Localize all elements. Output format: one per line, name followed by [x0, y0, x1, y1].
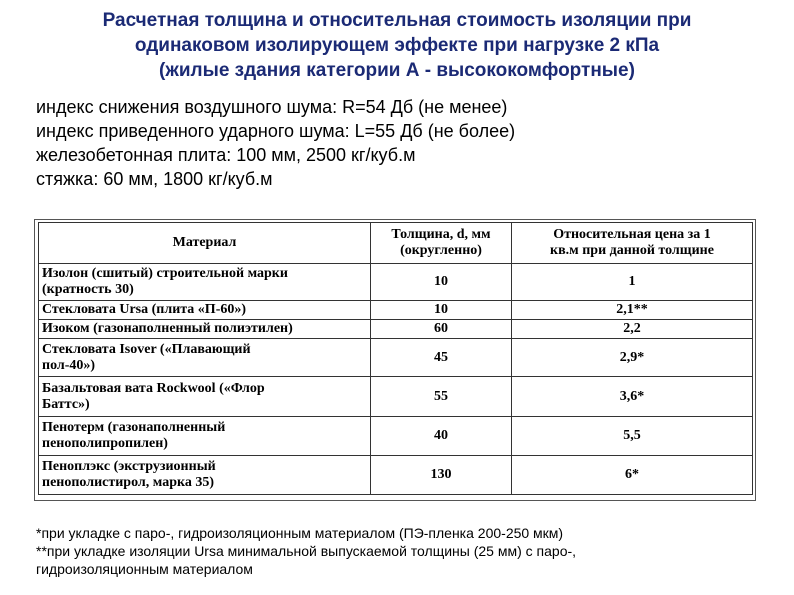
thickness-value: 40: [371, 417, 512, 456]
header-price-line-1: Относительная цена за 1: [553, 227, 711, 242]
table-row: [39, 339, 753, 377]
table-row: [39, 264, 753, 301]
price-value: 1: [512, 264, 753, 301]
table-row: [39, 377, 753, 417]
footnote-single-star: *при укладке с паро-, гидроизоляционным материалом (ПЭ-пленка 200-250 мкм): [36, 525, 564, 541]
footnote-double-star: **при укладке изоляции Ursa минимальной выпускаемой толщины (25 мм) с паро-,: [36, 543, 577, 559]
material-name-line-1: Стекловата Ursa (плита «П-60»): [42, 302, 247, 317]
table-row: [39, 417, 753, 456]
price-value: 3,6*: [512, 377, 753, 417]
header-price-line-2: кв.м при данной толщине: [550, 243, 714, 258]
material-name-line-1: Базальтовая вата Rockwool («Флор: [42, 380, 265, 396]
price-value: 2,2: [512, 320, 753, 339]
material-name: [39, 339, 371, 377]
table-row: [39, 301, 753, 320]
thickness-value: 10: [371, 264, 512, 301]
page-title: [14, 8, 780, 83]
table-row: [39, 456, 753, 495]
title-line-3: (жилые здания категории А - высококомфортные): [159, 60, 635, 81]
material-name-line-2: (кратность 30): [42, 282, 134, 297]
material-name: [39, 264, 371, 301]
material-name: [39, 456, 371, 495]
header-thickness: [371, 223, 512, 264]
material-name: [39, 417, 371, 456]
thickness-value: 55: [371, 377, 512, 417]
material-name-line-1: Пенотерм (газонаполненный: [42, 420, 226, 435]
param-impact-noise: индекс приведенного ударного шума: L=55 Дб (не более): [36, 121, 516, 141]
thickness-value: 130: [371, 456, 512, 495]
price-value: 6*: [512, 456, 753, 495]
materials-table: [38, 222, 753, 495]
thickness-value: 10: [371, 301, 512, 320]
material-name: [39, 301, 371, 320]
table-row: [39, 320, 753, 339]
material-name-line-2: пол-40»): [42, 357, 96, 373]
material-name: [39, 320, 371, 339]
thickness-value: 60: [371, 320, 512, 339]
material-name-line-1: Изолон (сшитый) строительной марки: [42, 266, 288, 281]
header-price: [512, 223, 753, 264]
param-screed: стяжка: 60 мм, 1800 кг/куб.м: [36, 169, 273, 189]
footnote-double-star-continued: гидроизоляционным материалом: [36, 561, 253, 577]
footnotes: [36, 524, 576, 578]
title-line-2: одинаковом изолирующем эффекте при нагрузке 2 кПа: [134, 35, 660, 56]
param-concrete-slab: железобетонная плита: 100 мм, 2500 кг/куб.м: [36, 145, 416, 165]
table-header-row: [39, 223, 753, 264]
price-value: 2,9*: [512, 339, 753, 377]
material-name-line-2: пенополипропилен): [42, 436, 168, 451]
price-value: 2,1**: [512, 301, 753, 320]
header-thickness-line-2: (округленно): [400, 243, 482, 258]
parameters-list: [36, 95, 515, 191]
material-name-line-2: Баттс»): [42, 396, 90, 412]
header-material: Материал: [39, 223, 371, 264]
material-name: [39, 377, 371, 417]
param-airborne-noise: индекс снижения воздушного шума: R=54 Дб (не менее): [36, 97, 508, 117]
material-name-line-1: Изоком (газонаполненный полиэтилен): [42, 321, 293, 336]
material-name-line-2: пенополистирол, марка 35): [42, 475, 215, 490]
material-name-line-1: Пеноплэкс (экструзионный: [42, 459, 216, 474]
price-value: 5,5: [512, 417, 753, 456]
material-name-line-1: Стекловата Isover («Плавающий: [42, 341, 251, 357]
title-line-1: Расчетная толщина и относительная стоимость изоляции при: [102, 10, 692, 31]
header-thickness-line-1: Толщина, d, мм: [391, 227, 491, 242]
thickness-value: 45: [371, 339, 512, 377]
